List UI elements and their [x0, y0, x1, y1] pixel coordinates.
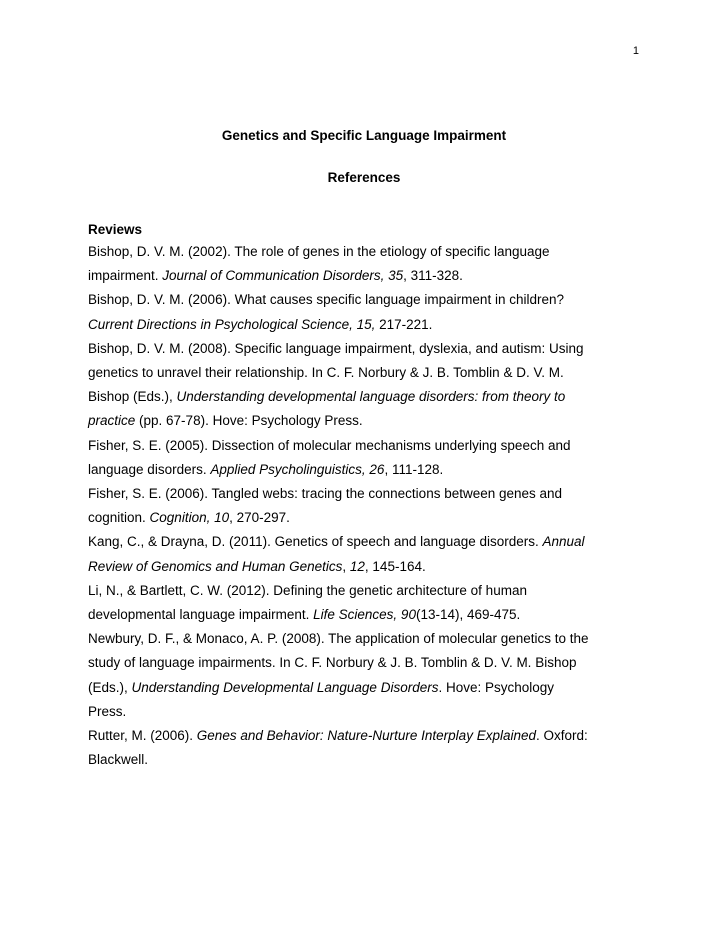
reference-entry — [88, 724, 648, 772]
reference-text: (13-14), 469-475. — [415, 607, 521, 623]
reference-entry — [88, 337, 648, 434]
reference-text: genetics to unravel their relationship. In C. F. Norbury & J. B. Tomblin & D. V. M. — [88, 365, 564, 381]
reference-text: , 111-128. — [384, 461, 444, 477]
reference-line — [88, 506, 648, 530]
reference-line — [88, 555, 648, 579]
reference-line — [88, 409, 648, 433]
reference-line — [88, 385, 648, 409]
reference-text: Fisher, S. E. (2006). Tangled webs: tracing the connections between genes and — [88, 486, 563, 502]
reference-text: Bishop, D. V. M. (2002). The role of genes in the etiology of specific language — [88, 244, 550, 259]
reference-italic-text: Genes and Behavior: Nature-Nurture Interplay Explained — [196, 728, 536, 744]
reference-entry — [88, 288, 648, 336]
reference-line — [88, 700, 648, 724]
reference-text: cognition. — [88, 510, 150, 526]
reference-italic-text: Applied Psycholinguistics, 26 — [210, 461, 385, 477]
reference-entry — [88, 627, 648, 724]
reference-text: Rutter, M. (2006). — [88, 728, 197, 744]
reference-text: Bishop, D. V. M. (2008). Specific language impairment, dyslexia, and autism: Using — [88, 340, 584, 356]
reference-text: Blackwell. — [88, 752, 149, 768]
reference-line — [88, 627, 648, 651]
reference-line — [88, 530, 648, 554]
reference-text: Fisher, S. E. (2005). Dissection of molecular mechanisms underlying speech and — [88, 437, 571, 453]
reference-line — [88, 676, 648, 700]
reference-text: 217-221. — [375, 316, 433, 332]
reference-text: , 270-297. — [229, 510, 290, 526]
reference-list — [88, 240, 648, 772]
reference-italic-text: Annual — [542, 534, 585, 550]
reference-line — [88, 458, 648, 482]
reference-line — [88, 482, 648, 506]
reference-text: Newbury, D. F., & Monaco, A. P. (2008). The application of molecular genetics to the — [88, 631, 589, 647]
reference-line — [88, 361, 648, 385]
reference-line — [88, 313, 648, 337]
reference-entry — [88, 482, 648, 530]
reference-text: (pp. 67-78). Hove: Psychology Press. — [135, 413, 363, 429]
reference-text: (Eds.), — [88, 679, 132, 695]
reference-text: Press. — [88, 703, 127, 719]
reference-text: Li, N., & Bartlett, C. W. (2012). Defining the genetic architecture of human — [88, 582, 527, 598]
reference-line — [88, 264, 648, 288]
reference-text: language disorders. — [88, 461, 211, 477]
reference-entry — [88, 434, 648, 482]
reference-text: . Oxford: — [535, 728, 588, 744]
reference-text: . Hove: Psychology — [438, 679, 555, 695]
reference-text: Bishop, D. V. M. (2006). What causes specific language impairment in children? — [88, 292, 564, 308]
reference-text: impairment. — [88, 268, 163, 284]
reference-entry — [88, 579, 648, 627]
reference-italic-text: Review of Genomics and Human Genetics — [88, 558, 343, 574]
document-title: Genetics and Specific Language Impairment — [221, 128, 507, 143]
reference-text: , 311-328. — [403, 268, 463, 284]
reference-text: , 145-164. — [364, 558, 426, 574]
reference-text: Bishop (Eds.), — [88, 389, 177, 405]
reference-italic-text: Journal of Communication Disorders, 35 — [162, 268, 404, 284]
reference-line — [88, 603, 648, 627]
reference-italic-text: Cognition, 10 — [149, 510, 230, 526]
reference-line — [88, 651, 648, 675]
reference-italic-text: Understanding Developmental Language Disorders — [131, 679, 439, 695]
reference-italic-text: Current Directions in Psychological Science, 15, — [88, 316, 376, 332]
reference-line — [88, 724, 648, 748]
reference-line — [88, 337, 648, 361]
reference-line — [88, 748, 648, 772]
reference-italic-text: 12 — [349, 558, 365, 574]
reference-italic-text: Understanding developmental language disorders: from theory to — [176, 389, 566, 405]
reference-line — [88, 240, 648, 264]
reference-line — [88, 288, 648, 312]
reference-text: developmental language impairment. — [88, 607, 314, 623]
reference-text: study of language impairments. In C. F. Norbury & J. B. Tomblin & D. V. M. Bishop — [88, 655, 577, 671]
reference-text: , — [342, 558, 350, 574]
page-number: 1 — [632, 45, 639, 57]
reference-text: Kang, C., & Drayna, D. (2011). Genetics of speech and language disorders. — [88, 534, 543, 550]
reference-entry — [88, 240, 648, 288]
section-heading-reviews: Reviews — [88, 222, 143, 237]
reference-italic-text: practice — [88, 413, 136, 429]
reference-line — [88, 579, 648, 603]
reference-entry — [88, 530, 648, 578]
references-heading: References — [327, 170, 401, 185]
reference-line — [88, 434, 648, 458]
reference-italic-text: Life Sciences, 90 — [313, 607, 416, 623]
